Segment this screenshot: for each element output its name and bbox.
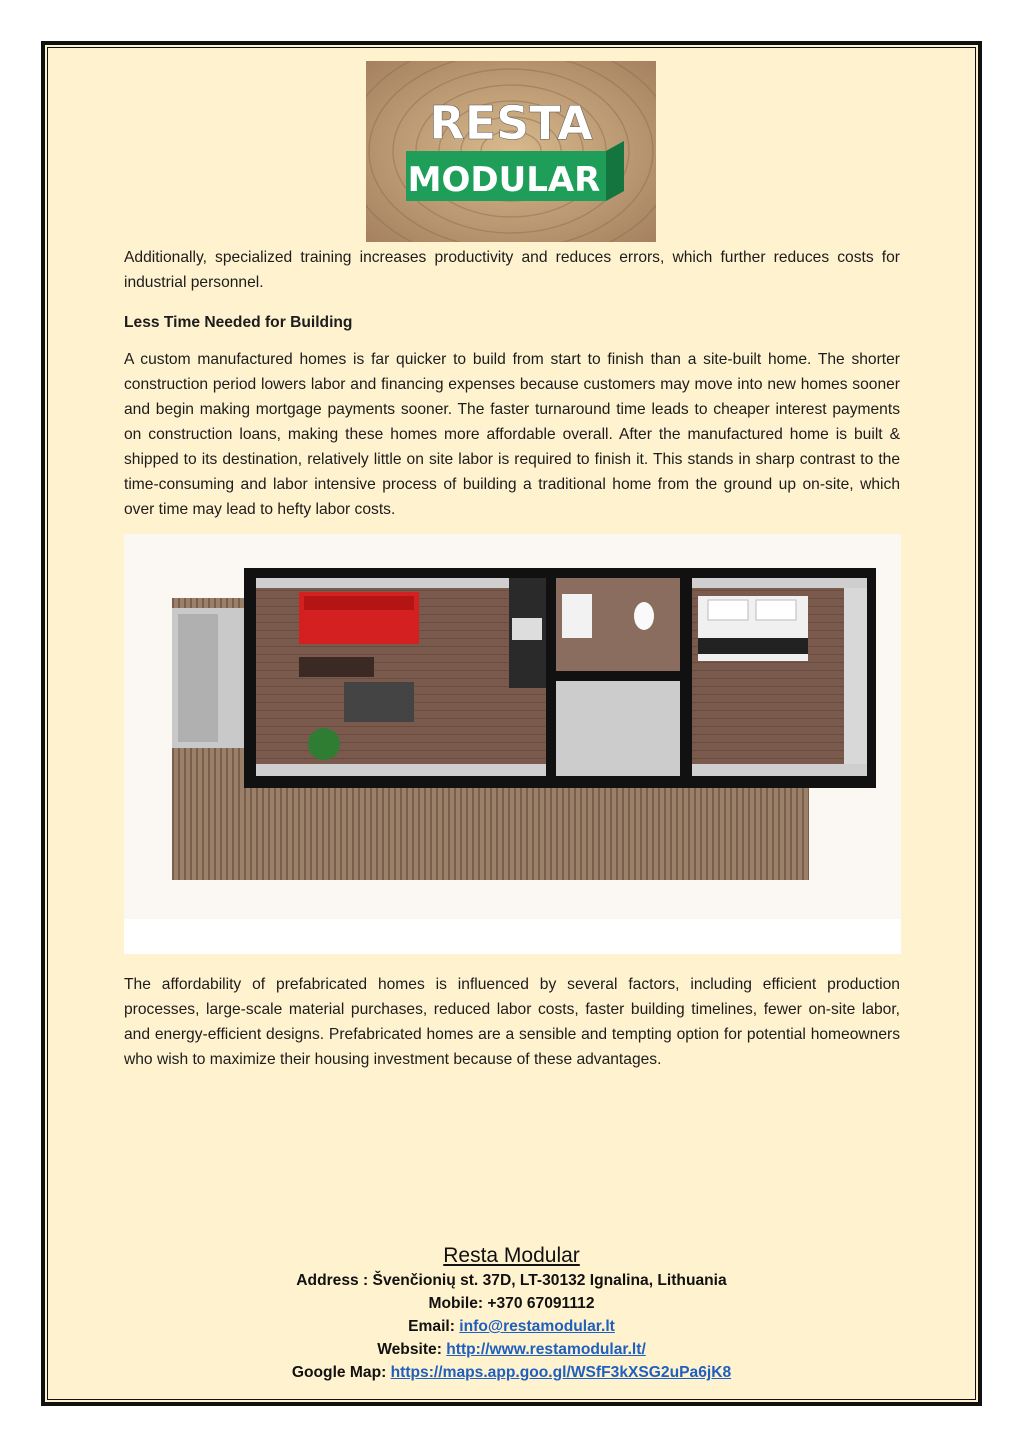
company-name: Resta Modular [443,1244,580,1267]
email-link[interactable]: info@restamodular.lt [459,1318,615,1335]
email-label: Email: [408,1318,460,1335]
map-label: Google Map: [291,1364,391,1381]
floor-plan-image [124,534,901,954]
document-page [41,41,982,1406]
website-label: Website: [377,1341,447,1358]
website-line [45,1341,978,1359]
mobile-line: Mobile: +370 67091112 [428,1295,595,1312]
address-line: Address : Švenčionių st. 37D, LT-30132 Ignalina, Lithuania [296,1272,727,1289]
logo-text-modular: MODULAR [407,160,601,200]
section-heading [124,310,900,335]
map-line [45,1364,978,1382]
paragraph-text: A custom manufactured homes is far quicker to build from start to finish than a site-built home. The shorter construction period lowers labor and financing expenses because customers may move into new homes sooner and begin making mortgage payments sooner. The faster turnaround time leads to cheaper interest payments on construction loans, making these homes more affordable overall. After the manufactured home is built & shipped to its destination, relatively little on site labor is required to finish it. This stands in sharp contrast to the time-consuming and labor intensive process of building a traditional home from the ground up on-site, which over time may lead to hefty labor costs. [124,351,900,518]
paragraph-text: Additionally, specialized training increases productivity and reduces errors, which further reduces costs for industrial personnel. [124,249,900,291]
website-link[interactable]: http://www.restamodular.lt/ [446,1341,646,1358]
paragraph-affordability [124,972,900,1072]
email-line [45,1318,978,1336]
resta-modular-logo [366,61,656,242]
paragraph-building-time [124,347,900,522]
heading-text: Less Time Needed for Building [124,314,353,331]
paragraph-training [124,245,900,295]
map-link[interactable]: https://maps.app.goo.gl/WSfF3kXSG2uPa6jK8 [390,1364,732,1381]
logo-text-resta: RESTA [429,96,593,150]
paragraph-text: The affordability of prefabricated homes is influenced by several factors, including efficient production processes, large-scale material purchases, reduced labor costs, faster building timelines, fewer on-site labor, and energy-efficient designs. Prefabricated homes are a sensible and tempting option for potential homeowners who wish to maximize their housing investment because of these advantages. [124,976,900,1068]
